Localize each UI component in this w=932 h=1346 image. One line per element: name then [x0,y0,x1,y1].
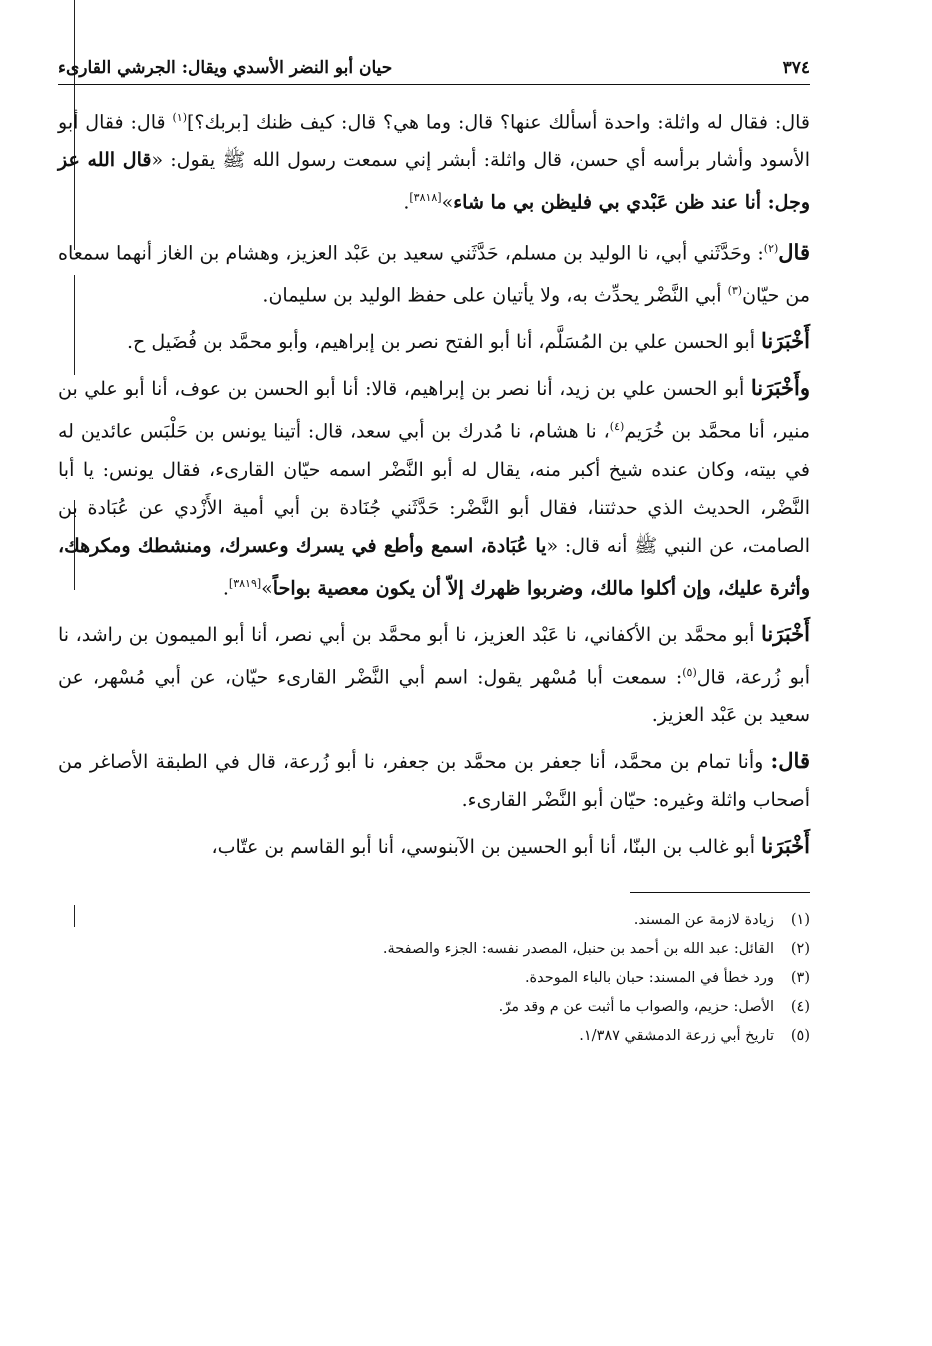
paragraph-text: : وحَدَّثَني أبي، نا الوليد بن مسلم، حَدَّثَني سعيد بن عَبْد العزيز، وهشام بن الغاز أنهما سمعاه من حيّان [58,241,810,307]
footnote-text: تاريخ أبي زرعة الدمشقي ١/٣٨٧. [579,1028,774,1045]
hadith-text: قال الله عز وجل: أنا عند ظن عَبْدي بي فليظن بي ما شاء [58,149,810,214]
footnote-text: الأصل: حزيم، والصواب ما أثبت عن م وقد مرّ. [498,999,774,1016]
paragraph-lead: أَخْبَرَنا [761,833,810,859]
footnote-number: (٤) [790,999,810,1016]
paragraph [58,369,810,607]
footnote-number: (٣) [790,970,810,987]
footnote-ref: (١) [172,111,188,124]
paragraph-text: وأنا تمام بن محمَّد، أنا جعفر بن محمَّد بن جعفر، نا أبو زُرعة، قال في الطبقة الأصاغر من أصحاب واثلة وغيره: حيّان أبو النَّضْر القارىء. [58,751,810,812]
paragraph [58,230,810,315]
footnote-ref: (٤) [609,420,625,434]
paragraph-text: أبو الحسن علي بن زيد، أنا نصر بن إبراهيم، قالا: أنا أبو الحسن بن عوف، أنا أبو علي بن منير، أنا محمَّد بن خُرَيم [58,378,810,443]
paragraph [58,742,810,819]
footnote [58,935,810,964]
paragraph-text: » [261,576,273,599]
paragraph-lead: قال: [770,748,810,774]
footnote-ref: (٣) [727,283,743,297]
footnote [58,964,810,993]
page-number: ٣٧٤ [782,58,810,78]
running-header [58,58,810,85]
paragraph-text: أبو محمَّد بن الأكفاني، نا عَبْد العزيز، نا أبو محمَّد بن أبي نصر، أنا أبو الميمون بن راشد، نا أبو زُرعة، قال [58,623,810,689]
hadith-text: يا عُبَادة، اسمع وأطع في يسرك وعسرك، ومنشطك ومكرهك، وأثرة عليك، وإن أكلوا مالك، وضربوا ظهرك إلاّ أن يكون معصية بواحاً [58,534,810,599]
paragraph-lead: أَخْبَرَنا [761,620,810,646]
footnote-text: زيادة لازمة عن المسند. [633,912,774,929]
hadith-number: [٣٨١٩] [228,576,262,590]
footnote-text: القائل: عبد الله بن أحمد بن حنبل، المصدر نفسه: الجزء والصفحة. [382,941,774,958]
paragraph-lead: وأَخْبَرَنا [750,375,810,401]
footnote-ref: (٢) [763,241,779,255]
paragraph-text: أبو الحسن علي بن المُسَلَّم، أنا أبو الفتح نصر بن إبراهيم، وأبو محمَّد بن فُضَيل ح. [127,331,762,354]
footnote-ref: (٥) [682,665,697,679]
footnote-number: (١) [790,912,810,929]
paragraph [58,615,810,734]
paragraph-text: . [222,576,229,599]
running-title: حيان أبو النضر الأسدي ويقال: الجرشي القارىء [58,58,393,78]
footnotes [58,892,810,1051]
paragraph-text: قال: فقال أبو الأسود وأشار برأسه أي حسن، قال واثلة: أبشر إني سمعت رسول الله ﷺ يقول: « [58,111,810,172]
paragraph-text: : سمعت أبا مُسْهر يقول: اسم أبي النَّضْر القارىء حيّان، عن أبي مُسْهر، عن سعيد بن عَبْد العزيز. [58,666,810,727]
hadith-number: [٣٨١٨] [409,191,442,205]
footnote-text: ورد خطأ في المسند: حبان بالباء الموحدة. [524,970,774,987]
page [58,58,810,1051]
paragraph [58,827,810,866]
paragraph-text: أبي النَّضْر يحدِّث به، ولا يأتيان على حفظ الوليد بن سليمان. [262,284,728,307]
footnote-number: (٢) [790,941,810,958]
footnote [58,906,810,935]
paragraph [58,322,810,361]
paragraph-text: قال: فقال له واثلة: واحدة أسألك عنها؟ قال: وما هي؟ قال: كيف ظنك [بربك؟] [187,111,810,134]
paragraph [58,99,810,222]
footnote-number: (٥) [790,1028,810,1045]
paragraph-text: » [441,191,454,214]
paragraph-lead: قال [778,238,810,264]
body-text [58,99,810,866]
paragraph-text: . [403,191,410,214]
paragraph-text: أبو غالب بن البنّا، أنا أبو الحسين بن الآبنوسي، أنا أبو القاسم بن عتّاب، [211,836,762,859]
paragraph-lead: أَخْبَرَنا [761,328,810,354]
paragraph-text: ، نا هشام، نا مُدرك بن أبي سعد، قال: أتينا يونس بن حَلْبَس عائدين له في بيته، وكان عنده شيخ أكبر منه، يقال له أبو النَّضْر اسمه حيّان القارىء، فقال يونس: يا أبا النَّضْر، الحديث الذي حدثتنا، فقال أبو النَّضْر: حَدَّثَني جُنَادة بن أبي أمية الأَزْدي عن عُبَادة بن الصامت، عن النبي ﷺ أنه قال: « [58,420,810,557]
footnote [58,993,810,1022]
footnote [58,1022,810,1051]
